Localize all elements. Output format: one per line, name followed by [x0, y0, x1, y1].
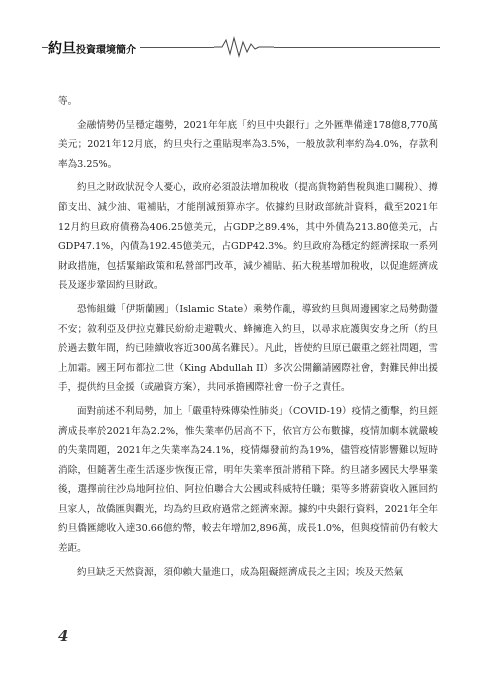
paragraph: 恐怖組織「伊斯蘭國」（Islamic State）乘勢作亂，導致約旦與周邊國家之局勢動盪不安；敘利亞及伊拉克難民紛紛走避戰火、蜂擁進入約旦，以尋求庇護與安身之所（約旦於過去數年間，約已陸續收容近300萬名難民）。凡此，皆使約旦原已嚴重之經社問題，雪上加霜。國王阿布都拉二世（King Abdullah II）多次公開籲請國際社會，對難民伸出援手，提供約旦金援（或融資方案），共同承擔國際社會一份子之責任。 — [58, 303, 438, 394]
header-title-main: 約旦 — [48, 41, 76, 57]
paragraph: 約旦之財政狀況令人憂心，政府必須設法增加稅收（提高貨物銷售稅與進口關稅）、撙節支出、減少油、電補貼，才能削減預算赤字。依據約旦財政部統計資料，截至2021年12月約旦政府債務為406.25億美元，占GDP之89.4%，其中外債為213.80億美元，占GDP47.1%，內債為192.45億美元，占GDP42.3%。約旦政府為穩定約經濟採取一系列財政措施，包括緊縮政策和私營部門改革，減少補貼、拓大稅基增加稅收，以促進經濟成長及逐步鞏固約旦財政。 — [58, 182, 438, 292]
paragraph: 金融情勢仍呈穩定趨勢，2021年年底「約旦中央銀行」之外匯準備達178億8,770萬美元；2021年12月底，約旦央行之重貼現率為3.5%，一般放款利率約為4.0%，存款利率為3.25%。 — [58, 119, 438, 170]
paragraph: 等。 — [58, 96, 78, 107]
page-number: 4 — [58, 627, 69, 645]
paragraph: 面對前述不利局勢，加上「嚴重特殊傳染性肺炎」（COVID-19）疫情之衝擊，約旦經濟成長率於2021年為2.2%，惟失業率仍居高不下，依官方公布數據，疫情加劇本就嚴峻的失業問題，2021年之失業率為24.1%，疫情爆發前約為19%，儘管疫情影響難以短時消除，但隨著生產生活逐步恢復正常，明年失業率預計將稍下降。約旦諸多國民大學畢業後，選擇前往沙烏地阿拉伯、阿拉伯聯合大公國或科威特任職；渠等多將薪資收入匯回約旦家人，故僑匯與觀光，均為約旦政府過常之經濟來源。據約中央銀行資料，2021年全年約旦僑匯總收入達30.66億約幣，較去年增加2,896萬，成長1.0%，但與疫情前仍有較大差距。 — [58, 405, 438, 555]
header-title — [48, 38, 140, 58]
page-header — [0, 36, 480, 58]
body-text — [58, 92, 438, 586]
paragraph: 約旦缺乏天然資源，須仰賴大量進口，成為阻礙經濟成長之主因；埃及天然氣 — [77, 566, 404, 578]
heartbeat-wave-icon — [214, 36, 274, 58]
header-title-sub: 投資環境簡介 — [76, 45, 136, 56]
